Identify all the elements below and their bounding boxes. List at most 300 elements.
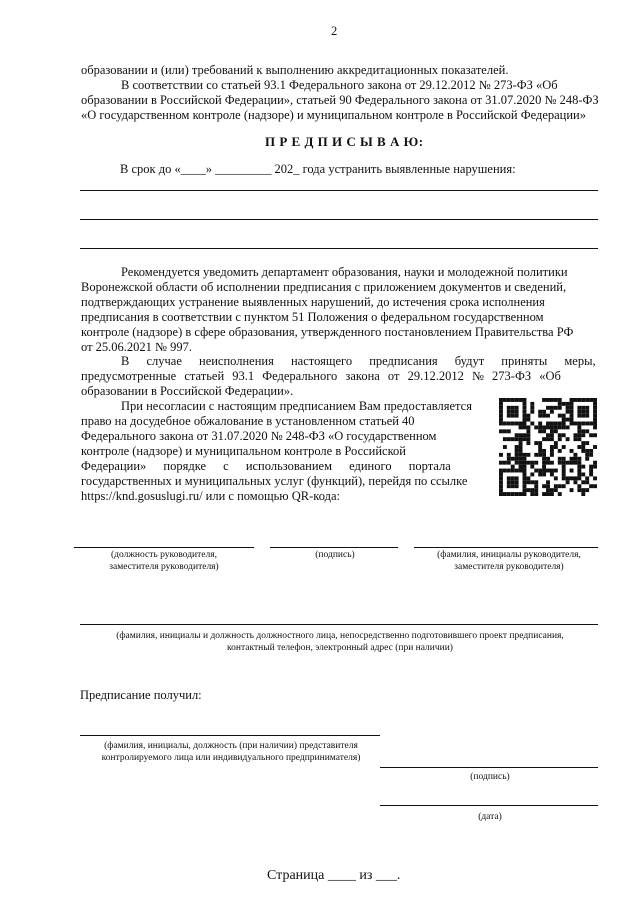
qr-module (566, 480, 570, 484)
qr-module (593, 465, 597, 469)
qr-module (499, 480, 503, 484)
qr-module (570, 406, 574, 410)
qr-module (550, 425, 554, 429)
qr-module (593, 461, 597, 465)
qr-module (507, 469, 511, 473)
qr-module (589, 433, 593, 437)
qr-module (519, 492, 523, 496)
qr-module (585, 406, 589, 410)
qr-module (577, 437, 581, 441)
qr-module (546, 469, 550, 473)
qr-module (577, 457, 581, 461)
qr-module (534, 469, 538, 473)
received-signature-caption: (подпись) (470, 772, 510, 782)
qr-module (546, 414, 550, 418)
position-caption-line-2: заместителя руководителя) (109, 562, 219, 572)
qr-module (573, 453, 577, 457)
qr-module (519, 398, 523, 402)
qr-module (577, 476, 581, 480)
qr-module (558, 414, 562, 418)
qr-module (577, 469, 581, 473)
qr-module (499, 461, 503, 465)
qr-module (562, 414, 566, 418)
qr-module (542, 425, 546, 429)
name-caption (414, 549, 604, 573)
qr-module (519, 465, 523, 469)
qr-module (530, 402, 534, 406)
qr-module (593, 422, 597, 426)
qr-module (550, 472, 554, 476)
qr-module (538, 453, 542, 457)
qr-module (554, 429, 558, 433)
qr-module (593, 406, 597, 410)
qr-module (593, 433, 597, 437)
appeal-line-6: государственных и муниципальных услуг (функций), перейдя по ссылке (81, 474, 468, 488)
qr-module (530, 488, 534, 492)
qr-module (538, 472, 542, 476)
qr-module (550, 469, 554, 473)
failure-line-3: образовании в Российской Федерации». (81, 384, 294, 398)
qr-module (542, 429, 546, 433)
qr-module (523, 406, 527, 410)
qr-module (550, 429, 554, 433)
qr-module (566, 437, 570, 441)
qr-module (538, 422, 542, 426)
recommend-line-2: Воронежской области об исполнении предписания с приложением документов и сведений, (81, 280, 567, 294)
deadline-text: » _________ 202_ года устранить выявленные нарушения: (205, 162, 516, 176)
date-caption: (дата) (478, 812, 502, 822)
qr-module (546, 425, 550, 429)
qr-module (581, 449, 585, 453)
qr-module (550, 398, 554, 402)
qr-module (511, 414, 515, 418)
qr-module (515, 476, 519, 480)
qr-module (503, 461, 507, 465)
qr-module (519, 433, 523, 437)
qr-module (550, 445, 554, 449)
qr-module (530, 410, 534, 414)
qr-module (523, 461, 527, 465)
qr-module (542, 472, 546, 476)
qr-module (589, 465, 593, 469)
qr-module (542, 449, 546, 453)
qr-module (593, 410, 597, 414)
footer-total-blank: ___. (375, 868, 401, 883)
appeal-line-3: Федерального закона от 31.07.2020 № 248-ФЗ «О государственном (81, 429, 437, 443)
qr-module (573, 480, 577, 484)
qr-module (554, 425, 558, 429)
qr-module (499, 422, 503, 426)
violations-line-2 (80, 219, 598, 220)
qr-module (542, 461, 546, 465)
violations-line-1 (80, 190, 598, 191)
qr-module (523, 410, 527, 414)
qr-module (546, 437, 550, 441)
qr-module (570, 410, 574, 414)
qr-module (570, 461, 574, 465)
qr-module (566, 418, 570, 422)
appeal-line-1: При несогласии с настоящим предписанием Вам предоставляется (121, 399, 472, 413)
qr-module (523, 453, 527, 457)
qr-module (511, 469, 515, 473)
received-signature-line (380, 767, 598, 768)
qr-module (499, 492, 503, 496)
qr-module (581, 488, 585, 492)
qr-module (542, 410, 546, 414)
qr-code-graphic (499, 398, 597, 496)
qr-module (562, 418, 566, 422)
qr-module (589, 469, 593, 473)
qr-module (558, 457, 562, 461)
qr-module (507, 480, 511, 484)
qr-module (546, 484, 550, 488)
representative-caption (76, 740, 386, 764)
qr-module (585, 476, 589, 480)
qr-module (499, 476, 503, 480)
qr-module (542, 492, 546, 496)
qr-module (534, 484, 538, 488)
qr-module (554, 441, 558, 445)
qr-module (550, 492, 554, 496)
qr-module (566, 425, 570, 429)
qr-module (530, 472, 534, 476)
failure-line-1: В случае неисполнения настоящего предписания будут приняты меры, (121, 354, 596, 368)
qr-module (577, 461, 581, 465)
qr-module (577, 484, 581, 488)
qr-module (519, 469, 523, 473)
qr-module (542, 457, 546, 461)
qr-module (581, 441, 585, 445)
qr-module (530, 465, 534, 469)
qr-module (511, 480, 515, 484)
qr-module (519, 422, 523, 426)
qr-module (515, 422, 519, 426)
preparer-caption-line-2: контактный телефон, электронный адрес (при наличии) (227, 643, 453, 653)
qr-module (523, 437, 527, 441)
qr-module (519, 461, 523, 465)
qr-module (573, 433, 577, 437)
qr-module (573, 398, 577, 402)
deadline-day-blank: ____ (180, 162, 206, 176)
appeal-line-7: https://knd.gosuslugi.ru/ или с помощью QR-кода: (81, 489, 340, 503)
qr-module (558, 425, 562, 429)
qr-module (511, 406, 515, 410)
qr-module (573, 461, 577, 465)
qr-module (511, 465, 515, 469)
qr-module (562, 469, 566, 473)
qr-module (515, 480, 519, 484)
qr-module (562, 425, 566, 429)
qr-module (558, 461, 562, 465)
qr-module (581, 433, 585, 437)
qr-module (581, 492, 585, 496)
qr-module (570, 398, 574, 402)
qr-module (526, 488, 530, 492)
qr-module (523, 425, 527, 429)
appeal-line-5: Федерации» порядке с использованием единого портала (81, 459, 451, 473)
qr-module (507, 406, 511, 410)
qr-module (577, 433, 581, 437)
date-line (380, 805, 598, 806)
name-caption-line-1: (фамилия, инициалы руководителя, (437, 550, 581, 560)
qr-module (507, 414, 511, 418)
qr-module (546, 461, 550, 465)
qr-module (546, 433, 550, 437)
representative-caption-line-2: контролируемого лица или индивидуального предпринимателя) (101, 753, 361, 763)
qr-module (550, 433, 554, 437)
qr-module (526, 441, 530, 445)
qr-module (530, 480, 534, 484)
appeal-line-2: право на досудебное обжалование в установленном статьей 40 (81, 414, 415, 428)
qr-module (570, 457, 574, 461)
qr-module (530, 422, 534, 426)
qr-module (593, 402, 597, 406)
qr-module (558, 449, 562, 453)
recommend-line-1: Рекомендуется уведомить департамент образования, науки и молодежной политики (121, 265, 568, 279)
qr-module (558, 406, 562, 410)
qr-module (562, 484, 566, 488)
signature-caption: (подпись) (315, 550, 355, 560)
appeal-paragraph (81, 399, 489, 504)
failure-paragraph (81, 354, 597, 399)
qr-module (499, 418, 503, 422)
qr-module (526, 425, 530, 429)
qr-module (562, 445, 566, 449)
qr-module (499, 484, 503, 488)
signature-line (270, 547, 398, 548)
qr-module (499, 469, 503, 473)
qr-module (546, 480, 550, 484)
qr-module (570, 488, 574, 492)
recommend-line-4: предписания в соответствии с пунктом 51 Положения о федеральном государственном (81, 310, 544, 324)
recommend-line-5: контроле (надзоре) в сфере образования, утвержденного постановлением Правительства РФ (81, 325, 574, 339)
qr-module (499, 414, 503, 418)
qr-module (523, 422, 527, 426)
intro-line-3: образовании в Российской Федерации», статьей 90 Федерального закона от 31.07.2020 № 248-ФЗ (81, 93, 599, 107)
qr-module (570, 449, 574, 453)
qr-module (515, 437, 519, 441)
qr-module (581, 398, 585, 402)
deadline-line (120, 162, 516, 177)
qr-module (542, 484, 546, 488)
qr-module (515, 433, 519, 437)
qr-module (593, 445, 597, 449)
qr-module (507, 437, 511, 441)
qr-module (577, 410, 581, 414)
qr-module (577, 445, 581, 449)
recommend-paragraph (81, 265, 597, 355)
qr-module (511, 457, 515, 461)
qr-module (581, 472, 585, 476)
preparer-caption (70, 630, 610, 654)
qr-module (577, 406, 581, 410)
qr-module (542, 469, 546, 473)
qr-module (511, 476, 515, 480)
qr-module (585, 414, 589, 418)
qr-module (526, 480, 530, 484)
qr-module (507, 453, 511, 457)
qr-module (542, 465, 546, 469)
footer-of-label: из (359, 868, 373, 883)
violations-line-3 (80, 248, 598, 249)
qr-module (499, 453, 503, 457)
page-footer (267, 868, 400, 884)
qr-module (523, 402, 527, 406)
qr-module (526, 476, 530, 480)
intro-line-2: В соответствии со статьей 93.1 Федерального закона от 29.12.2012 № 273-ФЗ «Об (121, 78, 558, 92)
qr-module (581, 480, 585, 484)
qr-module (507, 457, 511, 461)
qr-module (526, 437, 530, 441)
qr-module (523, 457, 527, 461)
qr-module (577, 425, 581, 429)
qr-module (570, 402, 574, 406)
qr-module (503, 429, 507, 433)
page-number: 2 (331, 24, 338, 38)
qr-module (558, 422, 562, 426)
qr-module (558, 484, 562, 488)
qr-module (581, 414, 585, 418)
qr-module (550, 437, 554, 441)
qr-module (581, 465, 585, 469)
qr-module (554, 445, 558, 449)
qr-module (523, 418, 527, 422)
qr-module (562, 422, 566, 426)
qr-module (558, 433, 562, 437)
qr-module (554, 488, 558, 492)
position-signature-line (74, 547, 254, 548)
qr-module (554, 476, 558, 480)
qr-module (499, 402, 503, 406)
qr-module (566, 461, 570, 465)
qr-module (550, 410, 554, 414)
qr-module (507, 476, 511, 480)
qr-module (523, 469, 527, 473)
qr-module (499, 488, 503, 492)
qr-module (526, 429, 530, 433)
qr-module (499, 410, 503, 414)
qr-module (573, 437, 577, 441)
qr-module (511, 437, 515, 441)
qr-module (562, 457, 566, 461)
qr-module (570, 422, 574, 426)
qr-module (503, 469, 507, 473)
qr-module (515, 445, 519, 449)
qr-module (515, 469, 519, 473)
representative-line (80, 735, 380, 736)
qr-module (519, 449, 523, 453)
qr-module (523, 492, 527, 496)
qr-module (534, 480, 538, 484)
qr-module (550, 461, 554, 465)
qr-module (581, 406, 585, 410)
qr-module (523, 484, 527, 488)
qr-module (523, 476, 527, 480)
qr-module (538, 425, 542, 429)
qr-module (577, 429, 581, 433)
qr-module (519, 437, 523, 441)
qr-module (585, 449, 589, 453)
qr-module (538, 410, 542, 414)
qr-module (581, 429, 585, 433)
qr-module (558, 437, 562, 441)
qr-module (566, 476, 570, 480)
qr-module (546, 492, 550, 496)
qr-module (499, 472, 503, 476)
qr-module (589, 449, 593, 453)
qr-module (562, 465, 566, 469)
qr-module (585, 422, 589, 426)
qr-module (550, 488, 554, 492)
qr-module (507, 398, 511, 402)
qr-module (589, 398, 593, 402)
qr-module (542, 414, 546, 418)
preparer-caption-line-1: (фамилия, инициалы и должность должностного лица, непосредственно подготовившего проект предписания, (116, 631, 564, 641)
qr-module (566, 402, 570, 406)
qr-module (507, 429, 511, 433)
qr-module (554, 398, 558, 402)
qr-module (515, 492, 519, 496)
footer-page-blank: ____ (327, 868, 356, 883)
qr-module (515, 484, 519, 488)
qr-module (526, 453, 530, 457)
qr-module (546, 422, 550, 426)
qr-module (538, 469, 542, 473)
qr-module (542, 437, 546, 441)
qr-module (589, 472, 593, 476)
qr-module (519, 457, 523, 461)
qr-module (534, 461, 538, 465)
qr-module (507, 484, 511, 488)
qr-module (566, 410, 570, 414)
qr-module (515, 449, 519, 453)
qr-module (581, 445, 585, 449)
qr-module (507, 461, 511, 465)
qr-module (570, 476, 574, 480)
recommend-line-6: от 25.06.2021 № 997. (81, 340, 192, 354)
qr-module (554, 406, 558, 410)
qr-code[interactable] (499, 398, 597, 496)
qr-module (523, 480, 527, 484)
qr-module (538, 441, 542, 445)
received-label: Предписание получил: (80, 688, 202, 702)
qr-module (515, 461, 519, 465)
qr-module (534, 492, 538, 496)
qr-module (523, 414, 527, 418)
qr-module (566, 406, 570, 410)
qr-module (593, 476, 597, 480)
qr-module (503, 437, 507, 441)
qr-module (523, 488, 527, 492)
qr-module (570, 469, 574, 473)
qr-module (523, 472, 527, 476)
qr-module (562, 433, 566, 437)
qr-module (499, 398, 503, 402)
qr-module (585, 441, 589, 445)
qr-module (562, 472, 566, 476)
qr-module (570, 414, 574, 418)
qr-module (515, 398, 519, 402)
qr-module (503, 398, 507, 402)
qr-module (526, 418, 530, 422)
qr-module (577, 488, 581, 492)
qr-module (538, 414, 542, 418)
qr-module (523, 398, 527, 402)
qr-module (503, 492, 507, 496)
qr-module (558, 492, 562, 496)
qr-module (530, 492, 534, 496)
qr-module (538, 429, 542, 433)
